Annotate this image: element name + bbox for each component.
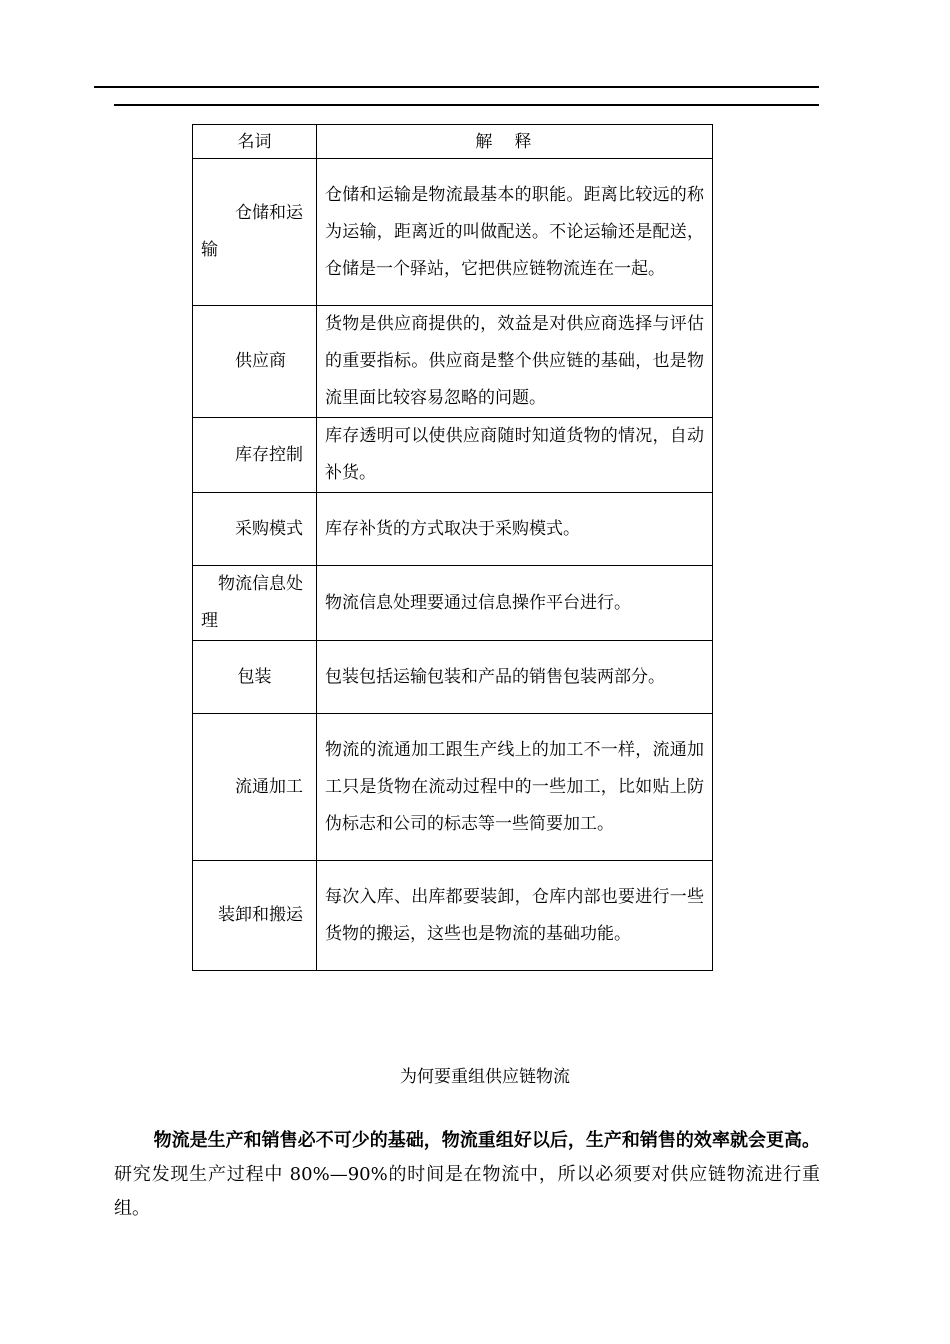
table-row	[193, 641, 713, 714]
definition-cell: 货物是供应商提供的，效益是对供应商选择与评估的重要指标。供应商是整个供应链的基础，也是物流里面比较容易忽略的问题。	[317, 306, 713, 418]
term-cell: 采购模式	[193, 493, 317, 566]
header-rule-top	[94, 86, 819, 88]
body-paragraph	[114, 1124, 820, 1226]
table-row	[193, 566, 713, 641]
logistics-glossary-table	[192, 124, 713, 971]
definition-cell: 库存透明可以使供应商随时知道货物的情况，自动补货。	[317, 418, 713, 493]
definition-cell: 库存补货的方式取决于采购模式。	[317, 493, 713, 566]
table-header-row	[193, 125, 713, 159]
header-explanation: 解释	[317, 125, 713, 159]
term-cell: 包装	[193, 641, 317, 714]
definition-cell: 物流的流通加工跟生产线上的加工不一样，流通加工只是货物在流动过程中的一些加工，比如贴上防伪标志和公司的标志等一些简要加工。	[317, 714, 713, 861]
term-cell: 流通加工	[193, 714, 317, 861]
table-row	[193, 861, 713, 971]
body-paragraph-rest: 研究发现生产过程中 80%—90%的时间是在物流中，所以必须要对供应链物流进行重组。	[114, 1164, 820, 1219]
term-cell: 仓储和运输	[193, 159, 317, 306]
table-row	[193, 493, 713, 566]
header-rule-bottom	[114, 104, 819, 106]
term-cell: 供应商	[193, 306, 317, 418]
table-row	[193, 418, 713, 493]
definition-cell: 每次入库、出库都要装卸，仓库内部也要进行一些货物的搬运，这些也是物流的基础功能。	[317, 861, 713, 971]
term-cell: 物流信息处理	[193, 566, 317, 641]
term-cell: 库存控制	[193, 418, 317, 493]
definition-cell: 物流信息处理要通过信息操作平台进行。	[317, 566, 713, 641]
header-term: 名词	[193, 125, 317, 159]
definition-cell: 包装包括运输包装和产品的销售包装两部分。	[317, 641, 713, 714]
table-row	[193, 714, 713, 861]
definition-cell: 仓储和运输是物流最基本的职能。距离比较远的称为运输，距离近的叫做配送。不论运输还是配送，仓储是一个驿站，它把供应链物流连在一起。	[317, 159, 713, 306]
table-row	[193, 159, 713, 306]
body-paragraph-bold: 物流是生产和销售必不可少的基础，物流重组好以后，生产和销售的效率就会更高。	[153, 1130, 820, 1151]
table-row	[193, 306, 713, 418]
section-title: 为何要重组供应链物流	[400, 1067, 570, 1087]
term-cell: 装卸和搬运	[193, 861, 317, 971]
